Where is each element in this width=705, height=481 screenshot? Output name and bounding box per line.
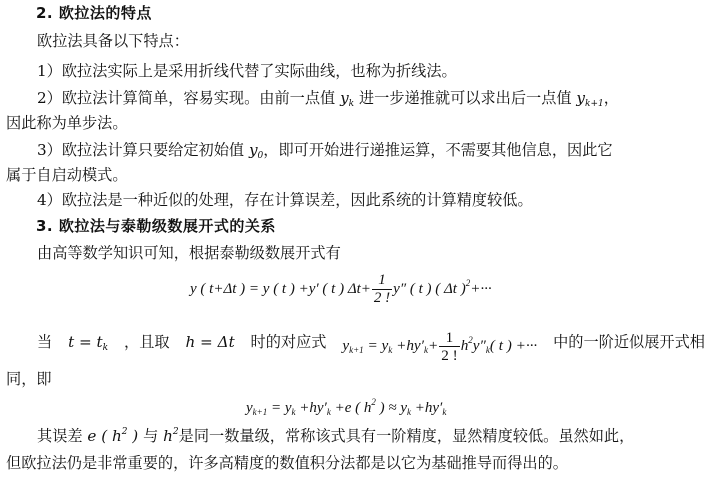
math-e-h-squared: e ( $h^2$ ) — [87, 427, 139, 445]
first-order-approx-formula: $y_{k+1} = y_k +hy'_k+$ $\frac{1}{2 !}$ $h^2y''_k$( t ) +··· — [342, 329, 538, 364]
section-3-intro: 由高等数学知识可知，根据泰勒级数展开式有 — [37, 244, 341, 262]
condition-line-1: 当 $t = t_k$ ，且取 h = Δt 时的对应式 $y_{k+1} = y_k +hy'_k+$ $\frac{1}{2 !}$ $h^2y''_k$( t ) +··· 中的一阶近似展开式相 — [37, 329, 705, 364]
section-2-intro: 欧拉法具备以下特点： — [37, 32, 189, 50]
feature-2-line-2: 因此称为单步法。 — [6, 114, 128, 132]
section-3-heading: 3. 欧拉法与泰勒级数展开式的关系 — [36, 217, 276, 235]
taylor-expansion-formula: y ( t+Δt ) = y ( t ) +y′ ( t ) Δt+ $\frac{1}{2 !}$ y″ ( t ) ( Δt )$^2$+··· — [190, 272, 492, 306]
fraction-one-over-two-factorial: $\frac{1}{2 !}$ — [373, 272, 391, 306]
error-line-2: 但欧拉法仍是非常重要的，许多高精度的数值积分法都是以它为基础推导而得出的。 — [6, 454, 568, 472]
feature-1: 1）欧拉法实际上是采用折线代替了实际曲线，也称为折线法。 — [37, 62, 457, 80]
feature-4: 4）欧拉法是一种近似的处理，存在计算误差，因此系统的计算精度较低。 — [37, 191, 533, 209]
feature-3-line-2: 属于自启动模式。 — [6, 166, 128, 184]
feature-3-line-1: 3）欧拉法计算只要给定初始值 $y_0$，即可开始进行递推运算，不需要其他信息，因此它 — [37, 141, 613, 161]
math-y-0: $y_0$ — [248, 141, 264, 161]
euler-error-formula: $y_{k+1} = y_k +hy'_k +e$ ( $h^2$ ) ≈ $y_k +hy'_k$ — [246, 397, 447, 417]
feature-2-line-1: 2）欧拉法计算简单，容易实现。由前一点值 $y_k$ 进一步递推就可以求出后一点值 $y_{k+1}$， — [37, 89, 619, 109]
error-line-1: 其误差 e ( $h^2$ ) 与 $h^2$是同一数量级，常称该式具有一阶精度，显然精度较低。虽然如此， — [37, 427, 635, 445]
section-2-heading: 2. 欧拉法的特点 — [36, 4, 152, 22]
condition-line-2: 同，即 — [6, 370, 52, 388]
math-h-squared: $h^2$ — [163, 427, 179, 445]
math-y-k: $y_k$ — [340, 89, 355, 109]
math-h-equals-delta-t: h = Δt — [185, 333, 235, 351]
math-t-equals-tk: $t = t_k$ — [68, 333, 109, 353]
math-y-k-plus-1: $y_{k+1}$ — [576, 89, 604, 109]
